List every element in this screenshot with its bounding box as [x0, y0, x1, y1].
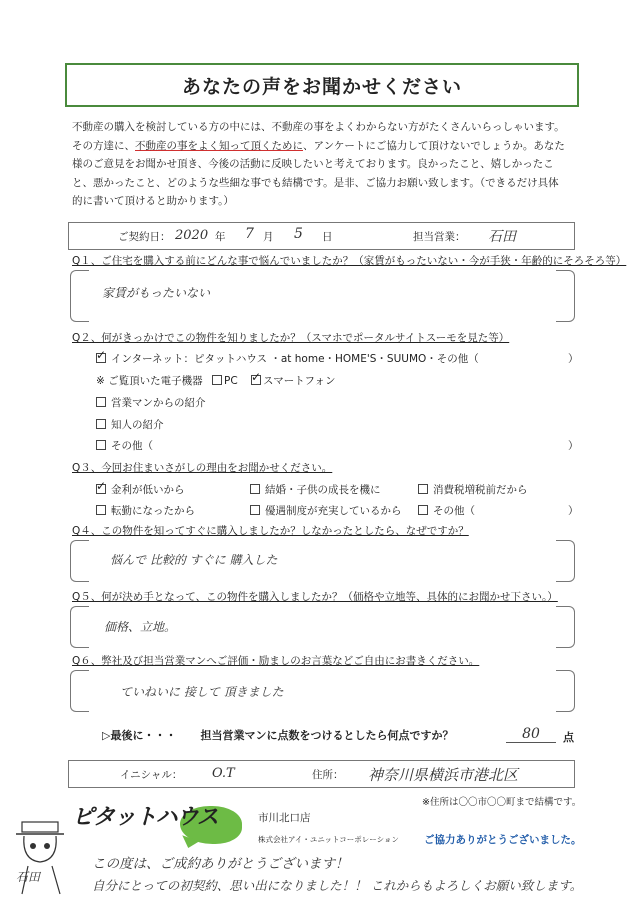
q1-answer: 家賃がもったいない	[102, 286, 211, 300]
checkbox[interactable]	[418, 484, 428, 494]
q1-bracket-left	[70, 270, 89, 322]
mascot-face	[24, 836, 56, 862]
q4-label	[72, 523, 469, 538]
initial-label: イニシャル：	[120, 769, 183, 781]
q3-option-label: 消費税増税前だから	[433, 484, 528, 496]
q1-bracket-right	[556, 270, 575, 322]
q3-option-label: 優遇制度が充実しているから	[265, 505, 402, 517]
q2-option-label: 営業マンからの紹介	[111, 397, 206, 409]
q6-bracket-right	[556, 670, 575, 712]
intro-line: 不動産の購入を検討している方の中には、不動産の事をよくわからない方がたくさんいらっしゃいます。	[72, 121, 565, 133]
q3-option[interactable]	[418, 482, 528, 497]
initial-value: O.T	[212, 766, 235, 781]
q2-option-friend[interactable]	[96, 417, 164, 432]
q5-label	[72, 589, 558, 604]
intro-line: 様のご意見をお聞かせ頂き、今後の活動に反映したいと考えております。良かったこと、嬉しかったこ	[72, 158, 554, 170]
q1-text: Q１、ご住宅を購入する前にどんな事で悩んでいましたか？（家賃がもったいない・今が手狭・年齢的にそろそろ等）	[72, 255, 627, 267]
q2-text: Q２、何がきっかけでこの物件を知りましたか？（スマホでポータルサイトスーモを見た等）	[72, 332, 510, 344]
q3-option-label: 金利が低いから	[111, 484, 185, 496]
q3-option-label: その他（	[433, 505, 475, 517]
q3-option[interactable]	[96, 503, 195, 518]
q2-option1-close: ）	[568, 353, 579, 365]
checkbox[interactable]	[96, 397, 106, 407]
q6-answer: ていねいに 接して 頂きました	[120, 685, 284, 699]
score-field[interactable]	[506, 726, 556, 743]
q4-bracket-right	[556, 540, 575, 582]
year-unit: 年	[215, 231, 226, 243]
checkbox[interactable]	[250, 505, 260, 515]
store-name: 市川北口店	[258, 812, 311, 824]
day-unit: 日	[322, 231, 333, 243]
devices-label: ご覧頂いた電子機器	[108, 375, 203, 387]
handwritten-message-line1: この度は、ご成約ありがとうございます！	[92, 856, 349, 872]
intro-line	[72, 137, 572, 156]
q2-option-label: インターネット：ピタットハウス ・at home・HOME'S・SUUMO・その他（	[111, 353, 479, 365]
checkbox[interactable]	[96, 440, 106, 450]
month-unit: 月	[263, 231, 274, 243]
contract-date-label: ご契約日：	[118, 231, 171, 243]
q5-answer: 価格、立地。	[104, 620, 177, 634]
q3-option[interactable]	[250, 503, 402, 518]
q2-devices	[96, 370, 336, 388]
q3-option-label: 転勤になったから	[111, 505, 195, 517]
q3-option[interactable]	[250, 482, 381, 497]
intro-fragment: 、アンケートにご協力して頂けないでしょうか。あなた	[303, 139, 565, 152]
intro-highlight: 不動産の事をよく知って頂くために	[135, 139, 303, 152]
mascot-eye	[30, 843, 36, 849]
contract-day: 5	[294, 226, 303, 242]
check-mark-icon: ✓	[96, 348, 107, 362]
q6-label	[72, 653, 479, 668]
check-mark-icon: ✓	[251, 370, 262, 384]
intro-fragment: その方達に、	[72, 139, 135, 152]
page-title: あなたの声をお聞かせください	[181, 75, 462, 98]
q1-label	[72, 253, 626, 268]
mascot-eye	[44, 843, 50, 849]
q4-answer: 悩んで 比較的 すぐに 購入した	[110, 553, 278, 567]
checkbox-checked[interactable]	[96, 348, 107, 363]
q5-bracket-left	[70, 606, 89, 648]
mascot-doodle	[8, 818, 72, 898]
q3-close: ）	[568, 505, 579, 517]
checkbox[interactable]	[418, 505, 428, 515]
q2-label	[72, 330, 509, 345]
address-note: ※住所は〇〇市〇〇町まで結構です。	[422, 797, 582, 808]
sales-label: 担当営業：	[413, 231, 466, 243]
q3-option-label: 結婚・子供の成長を機に	[265, 484, 381, 496]
q3-option[interactable]	[96, 479, 185, 497]
q2-option-other[interactable]	[96, 438, 153, 453]
q3-label	[72, 460, 332, 475]
contract-month: 7	[245, 226, 254, 242]
q5-bracket-right	[556, 606, 575, 648]
q3-option[interactable]	[418, 503, 475, 518]
address-value: 神奈川県横浜市港北区	[368, 766, 519, 784]
q2-option-sales[interactable]	[96, 395, 206, 410]
checkbox-checked[interactable]	[96, 479, 107, 494]
q2-option-internet[interactable]	[96, 348, 479, 366]
score-text: 担当営業マンに点数をつけるとしたら何点ですか？	[200, 729, 454, 742]
checkbox[interactable]	[250, 484, 260, 494]
score-value: 80	[522, 726, 540, 742]
pc-checkbox[interactable]	[212, 375, 222, 385]
mascot-hat	[22, 822, 58, 832]
q2-option-label: その他（	[111, 440, 153, 452]
q6-text: Q６、弊社及び担当営業マンへご評価・励ましのお言葉などご自由にお書きください。	[72, 655, 480, 667]
smartphone-checkbox[interactable]	[251, 370, 262, 385]
sales-name: 石田	[488, 229, 516, 245]
q3-text: Q３、今回お住まいさがしの理由をお聞かせください。	[72, 462, 333, 474]
intro-line: 的に書いて頂けると助かります。）	[72, 195, 234, 207]
q2-option4-close: ）	[568, 440, 579, 452]
smartphone-label: スマートフォン	[263, 375, 336, 387]
title-box	[65, 63, 579, 107]
checkbox[interactable]	[96, 505, 106, 515]
address-label: 住所：	[312, 769, 344, 781]
intro-line: と、悪かったこと、どのような些細な事でも結構です。是非、ご協力お願い致します。（できるだけ具体	[72, 176, 559, 189]
thanks-text: ご協力ありがとうございました。	[424, 834, 582, 846]
note-mark: ※	[96, 375, 105, 387]
q2-option-label: 知人の紹介	[111, 419, 164, 431]
pitat-house-logo: ピタットハウス	[72, 805, 218, 830]
score-unit: 点	[563, 731, 574, 744]
company-name: 株式会社アイ・ユニットコーポレーション	[258, 835, 399, 844]
score-lead: ▷最後に・・・	[102, 729, 177, 742]
q4-bracket-left	[70, 540, 89, 582]
mascot-name: 石田	[16, 870, 41, 884]
score-question	[102, 727, 453, 743]
q4-text: Q４、この物件を知ってすぐに購入しましたか？しなかったとしたら、なぜですか？	[72, 525, 469, 537]
handwritten-message-line2: 自分にとっての初契約、思い出になりました！！ これからもよろしくお願い致します。	[92, 878, 583, 893]
intro-text	[72, 118, 572, 211]
q6-bracket-left	[70, 670, 89, 712]
checkbox[interactable]	[96, 419, 106, 429]
pc-label: PC	[224, 375, 238, 387]
check-mark-icon: ✓	[96, 479, 107, 493]
contract-year: 2020	[175, 228, 209, 243]
q5-text: Q５、何が決め手となって、この物件を購入しましたか？（価格や立地等、具体的にお聞かせ下さい。）	[72, 591, 558, 603]
